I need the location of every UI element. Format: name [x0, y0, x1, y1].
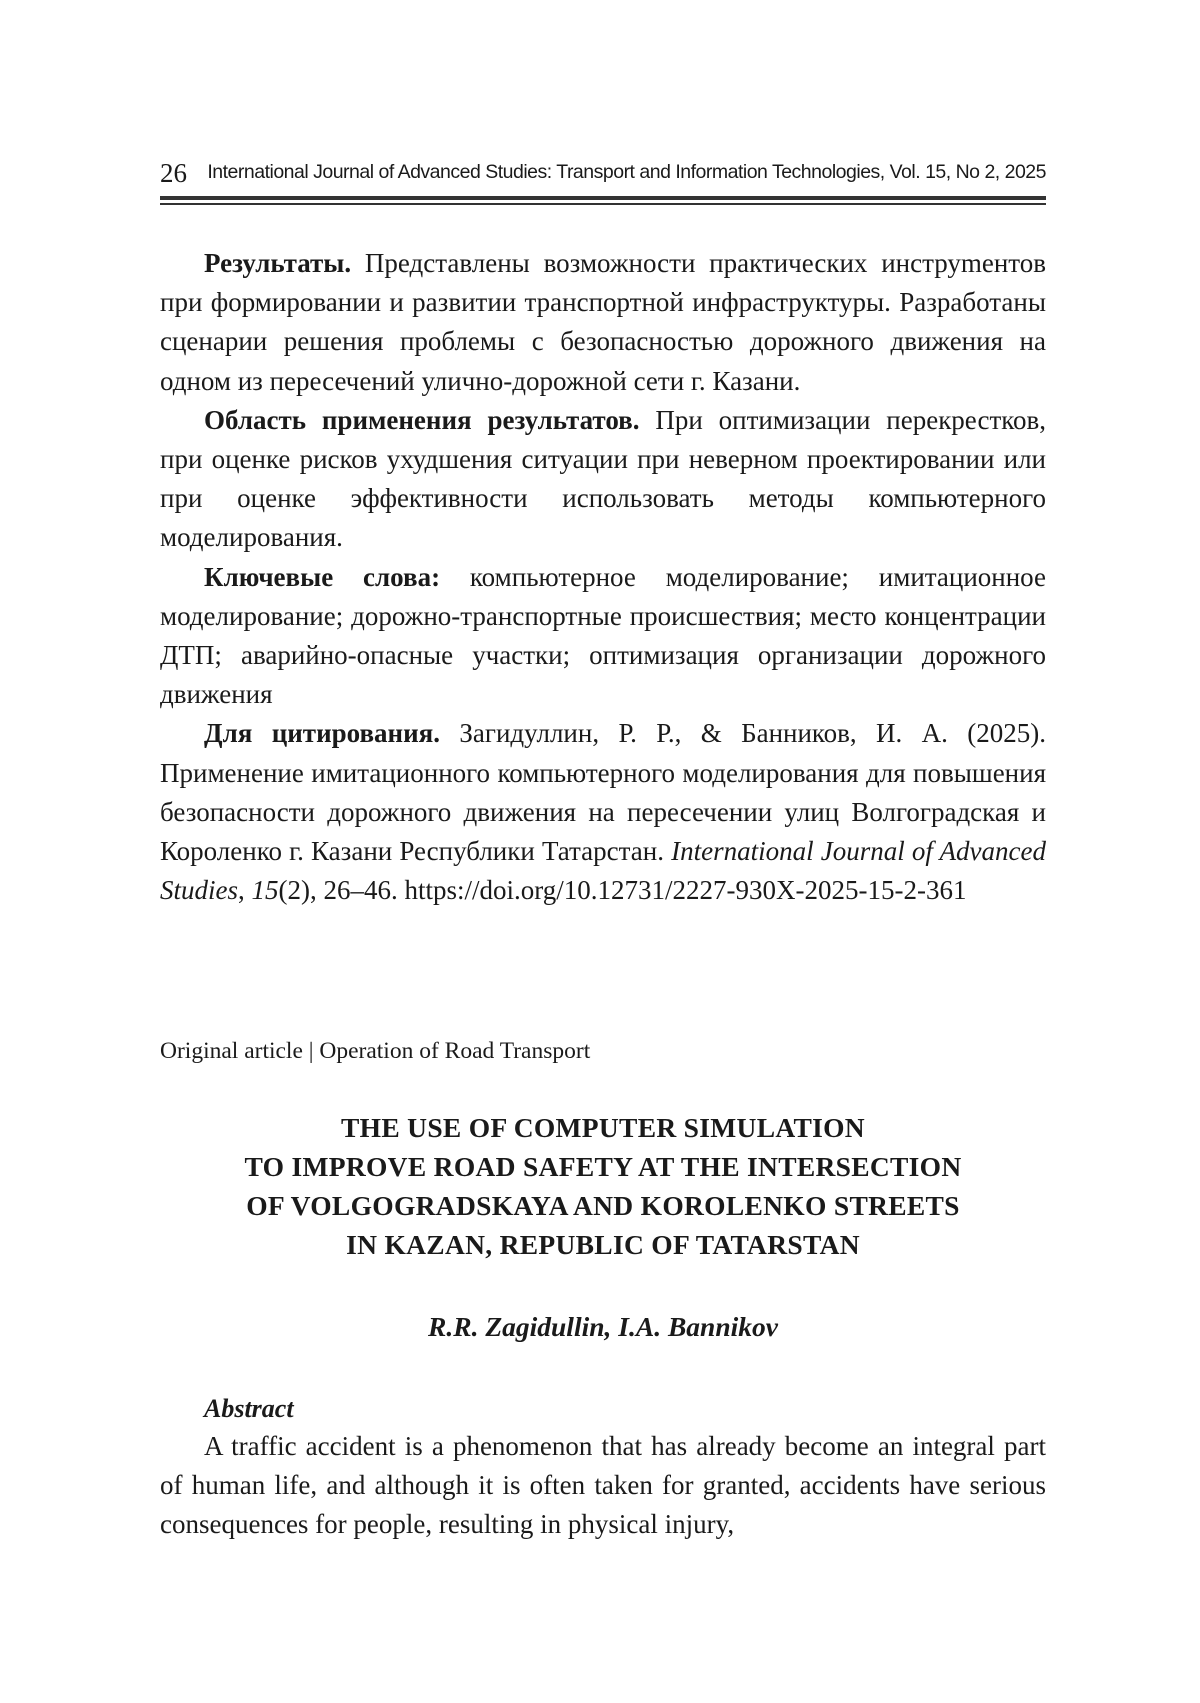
title-line: THE USE OF COMPUTER SIMULATION: [341, 1112, 865, 1143]
scope-paragraph: [160, 401, 1046, 558]
citation-journal: International Journal of Advanced Studies: [160, 836, 1046, 906]
russian-abstract-section: [160, 244, 1046, 910]
title-line: IN KAZAN, REPUBLIC OF TATARSTAN: [346, 1229, 860, 1260]
abstract-heading: Abstract: [204, 1394, 294, 1423]
results-paragraph: [160, 244, 1046, 401]
running-header: [160, 152, 1046, 192]
title-line: OF VOLGOGRADSKAYA AND KOROLENKO STREETS: [246, 1190, 960, 1221]
journal-title: International Journal of Advanced Studies: Transport and Information Technologies, Vol. 15, No 2, 2025: [207, 161, 1046, 183]
keywords-label: Ключевые слова:: [204, 561, 441, 592]
citation-doi: (2), 26–46. https://doi.org/10.12731/2227-930X-2025-15-2-361: [278, 875, 967, 906]
citation-paragraph: [160, 714, 1046, 910]
abstract-paragraph: A traffic accident is a phenomenon that has already become an integral part of human life, and although it is often taken for granted, accidents have serious consequences for people, resulting in physical injury,: [160, 1431, 1046, 1540]
citation-separator: ,: [238, 875, 252, 906]
results-label: Результаты.: [204, 248, 352, 278]
citation-volume: 15: [251, 875, 279, 906]
scope-label: Область применения результатов.: [204, 404, 640, 435]
header-rule-thick: [160, 196, 1046, 200]
page-number: 26: [160, 158, 187, 188]
scope-text: При оптимизации перекрестков, при оценке рисков ухудшения ситуации при неверном проектировании или при оценке эффективности использовать методы компьютерного моделирования.: [160, 404, 1046, 553]
results-text: Представлены возможности практических инструmентов при формировании и развитии транспортной инфраструктуры. Разработаны сценарии решения проблемы с безопасностью дорожного движения на одном из пересечений улично-дорожной сети г. Казани.: [160, 248, 1046, 396]
article-title: [160, 1108, 1046, 1264]
article-type: Original article | Operation of Road Transport: [160, 1038, 591, 1064]
english-abstract-section: [160, 1427, 1046, 1545]
title-line: TO IMPROVE ROAD SAFETY AT THE INTERSECTION: [244, 1151, 962, 1182]
citation-label: Для цитирования.: [204, 718, 441, 749]
keywords-text: компьютерное моделирование; имитационное моделирование; дорожно-транспортные происшествия; место концентрации ДТП; аварийно-опасные участки; оптимизация организации дорожного движения: [160, 561, 1046, 710]
keywords-paragraph: [160, 558, 1046, 715]
header-rule-thin: [160, 203, 1046, 205]
authors: R.R. Zagidullin, I.A. Bannikov: [428, 1311, 778, 1342]
citation-text: Загидуллин, Р. Р., & Банников, И. А. (2025). Применение имитационного компьютерного моделирования для повышения безопасности дорожного движения на пересечении улиц Волгоградская и Короленко г. Казани Республики Татарстан.: [160, 718, 1046, 867]
